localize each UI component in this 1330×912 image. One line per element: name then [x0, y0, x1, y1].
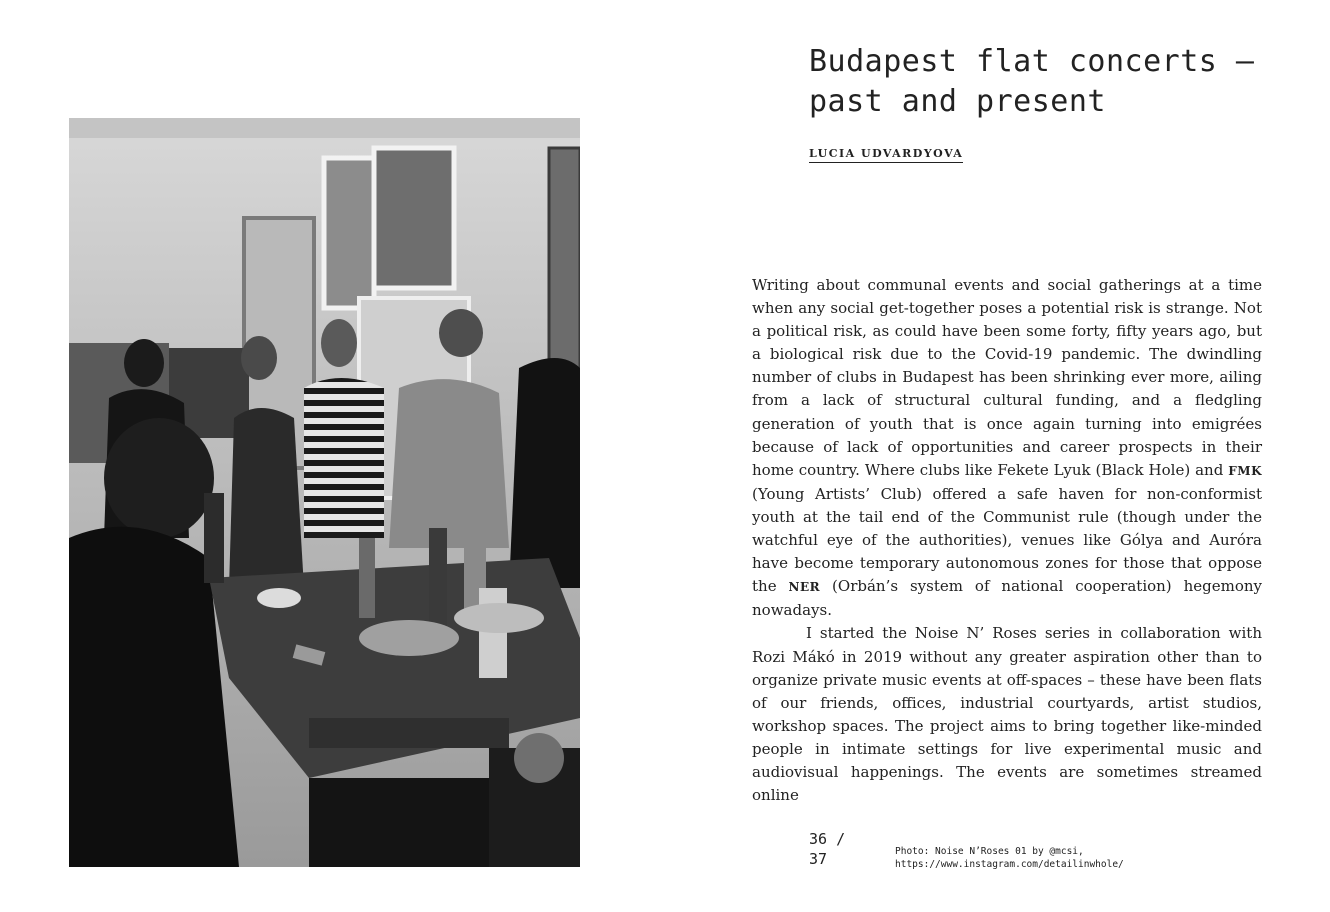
photo-caption — [895, 845, 1195, 871]
paragraph-2: I started the Noise N’ Roses series in collaboration with Rozi Mákó in 2019 without any greater aspiration other than to organize private music events at off-spaces – these have been flats of our friends, offices, industrial courtyards, artist studios, workshop spaces. The project aims to bring together like-minded people in intimate settings for live experimental music and audiovisual happenings. The events are sometimes streamed online — [752, 624, 1262, 805]
party-photo-illustration — [69, 118, 580, 867]
photo-credit: Photo: Noise N’Roses 01 by @mcsi, — [895, 846, 1084, 857]
article-photo — [69, 118, 580, 867]
fmk-abbreviation: FMK — [1228, 463, 1262, 478]
paragraph-1 — [752, 274, 1262, 622]
paragraph-1-part-b: (Young Artists’ Club) offered a safe haven for non-conformist youth at the tail end of the Communist rule (though under the watchful eye of the authorities), venues like Gólya and Auróra have become temporary autonomous zones for those that oppose the — [752, 484, 1262, 596]
article-author: LUCIA UDVARDYOVA — [809, 147, 963, 163]
page-number-left: 36 / — [809, 830, 846, 848]
photo-credit-url: https://www.instagram.com/detailinwhole/ — [895, 859, 1124, 870]
article-body — [752, 274, 1262, 807]
ner-abbreviation: NER — [788, 580, 821, 595]
paragraph-1-part-a: Writing about communal events and social gatherings at a time when any social get-together poses a potential risk is strange. Not a political risk, as could have been some forty, fifty years ago, but a biological risk due to the Covid-19 pandemic. The dwindling number of clubs in Budapest has been shrinking ever more, ailing from a lack of structural cultural funding, and a fledgling generation of youth that is once again turning into emigrées because of lack of opportunities and career prospects in their home country. Where clubs like Fekete Lyuk (Black Hole) and — [752, 276, 1262, 479]
paragraph-1-part-c: (Orbán’s system of national cooperation) hegemony nowadays. — [752, 577, 1262, 620]
page-number-right: 37 — [809, 850, 828, 868]
page-numbers — [809, 829, 869, 869]
article-title: Budapest flat concerts — past and present — [809, 44, 1255, 119]
